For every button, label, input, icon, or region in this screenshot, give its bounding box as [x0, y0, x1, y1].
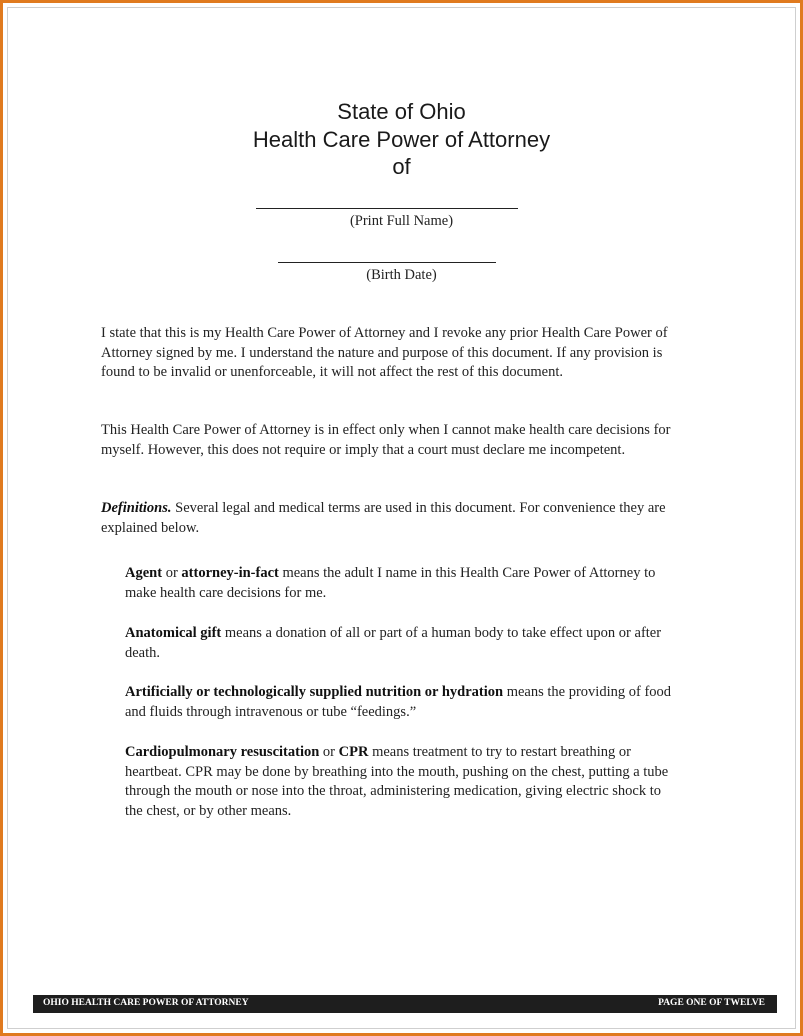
definition-anatomical-gift: [125, 624, 681, 663]
footer-page-number: PAGE ONE OF TWELVE: [658, 998, 765, 1008]
definition-cpr: [125, 743, 681, 821]
term-cpr: CPR: [338, 744, 369, 760]
term-agent-or: or: [162, 565, 182, 581]
term-cpr-or: or: [319, 744, 339, 760]
document-title: [3, 98, 800, 181]
term-attorney-in-fact: attorney-in-fact: [181, 565, 279, 581]
full-name-line[interactable]: [256, 208, 518, 209]
title-state: State of Ohio: [337, 99, 466, 124]
definitions-intro-text: Several legal and medical terms are used in this document. For convenience they are explained below.: [101, 500, 666, 536]
term-cpr-full: Cardiopulmonary resuscitation: [125, 744, 320, 760]
definitions-intro: [101, 499, 681, 538]
effect-paragraph: This Health Care Power of Attorney is in effect only when I cannot make health care decisions for myself. However, this does not require or imply that a court must declare me incompetent.: [101, 422, 671, 458]
definition-nutrition-text: means the providing of food and fluids through intravenous or tube “feedings.”: [125, 684, 672, 720]
birth-date-caption: (Birth Date): [366, 267, 437, 283]
full-name-caption: (Print Full Name): [349, 213, 454, 229]
definition-agent: [125, 564, 681, 603]
footer-document-name: OHIO HEALTH CARE POWER OF ATTORNEY: [43, 998, 249, 1008]
birth-date-line[interactable]: [278, 262, 496, 263]
revocation-paragraph: I state that this is my Health Care Power of Attorney and I revoke any prior Health Care Power of Attorney signed by me. I understand the nature and purpose of this document. If any provision is found to be invalid or unenforceable, it will not affect the rest of this document.: [101, 325, 668, 380]
definition-cpr-text: means treatment to try to restart breathing or heartbeat. CPR may be done by breathing into the mouth, pushing on the chest, putting a tube through the mouth or nose into the throat, administering medication, giving electric shock to the chest, or by other means.: [125, 744, 669, 819]
definitions-heading: Definitions.: [101, 500, 172, 516]
page-footer: [33, 995, 777, 1013]
title-of: of: [392, 154, 411, 179]
term-nutrition: Artificially or technologically supplied nutrition or hydration: [125, 684, 504, 700]
definition-nutrition: [125, 683, 681, 722]
term-agent: Agent: [125, 565, 163, 581]
title-document: Health Care Power of Attorney: [252, 126, 551, 152]
term-anatomical-gift: Anatomical gift: [125, 625, 222, 641]
definition-gift-text: means a donation of all or part of a human body to take effect upon or after death.: [125, 625, 662, 661]
definition-agent-text: means the adult I name in this Health Care Power of Attorney to make health care decisions for me.: [125, 565, 656, 601]
